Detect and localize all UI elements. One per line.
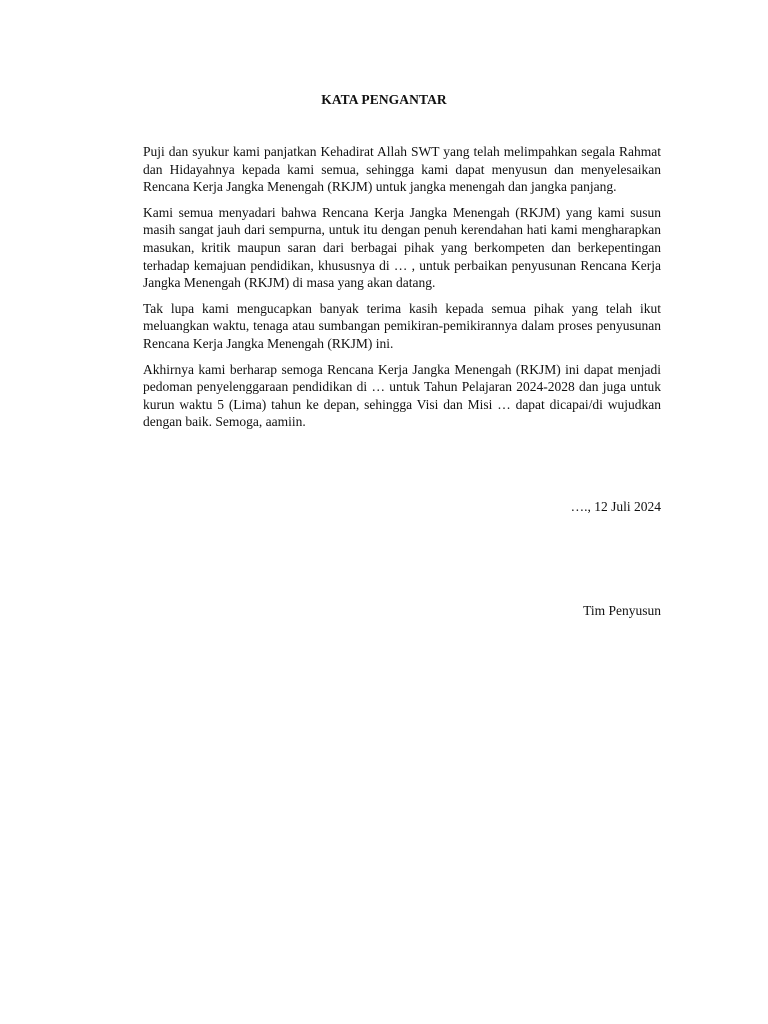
paragraph-3: Tak lupa kami mengucapkan banyak terima kasih kepada semua pihak yang telah ikut meluangkan waktu, tenaga atau sumbangan pemikiran-pemikirannya dalam proses penyusunan Rencana Kerja Jangka Menengah (RKJM) ini. [143,300,661,351]
date-line: …., 12 Juli 2024 [570,499,661,514]
paragraph-1: Puji dan syukur kami panjatkan Kehadirat Allah SWT yang telah melimpahkan segala Rahmat dan Hidayahnya kepada kami semua, sehingga kami dapat menyusun dan menyelesaikan Rencana Kerja Jangka Menengah (RKJM) untuk jangka menengah dan jangka panjang. [143,144,661,195]
signature: Tim Penyusun [583,603,661,618]
page-title: KATA PENGANTAR [321,92,447,107]
paragraph-4: Akhirnya kami berharap semoga Rencana Kerja Jangka Menengah (RKJM) ini dapat menjadi pedoman penyelenggaraan pendidikan di … untuk Tahun Pelajaran 2024-2028 dan juga untuk kurun waktu 5 (Lima) tahun ke depan, sehingga Visi dan Misi … dapat dicapai/di wujudkan dengan baik. Semoga, aamiin. [143,361,661,430]
paragraph-2: Kami semua menyadari bahwa Rencana Kerja Jangka Menengah (RKJM) yang kami susun masih sangat jauh dari sempurna, untuk itu dengan penuh kerendahan hati kami mengharapkan masukan, kritik maupun saran dari berbagai pihak yang berkompeten dan berkepentingan terhadap kemajuan pendidikan, khususnya di … , untuk perbaikan penyusunan Rencana Kerja Jangka Menengah (RKJM) di masa yang akan datang. [143,204,661,291]
document-body [143,143,661,439]
